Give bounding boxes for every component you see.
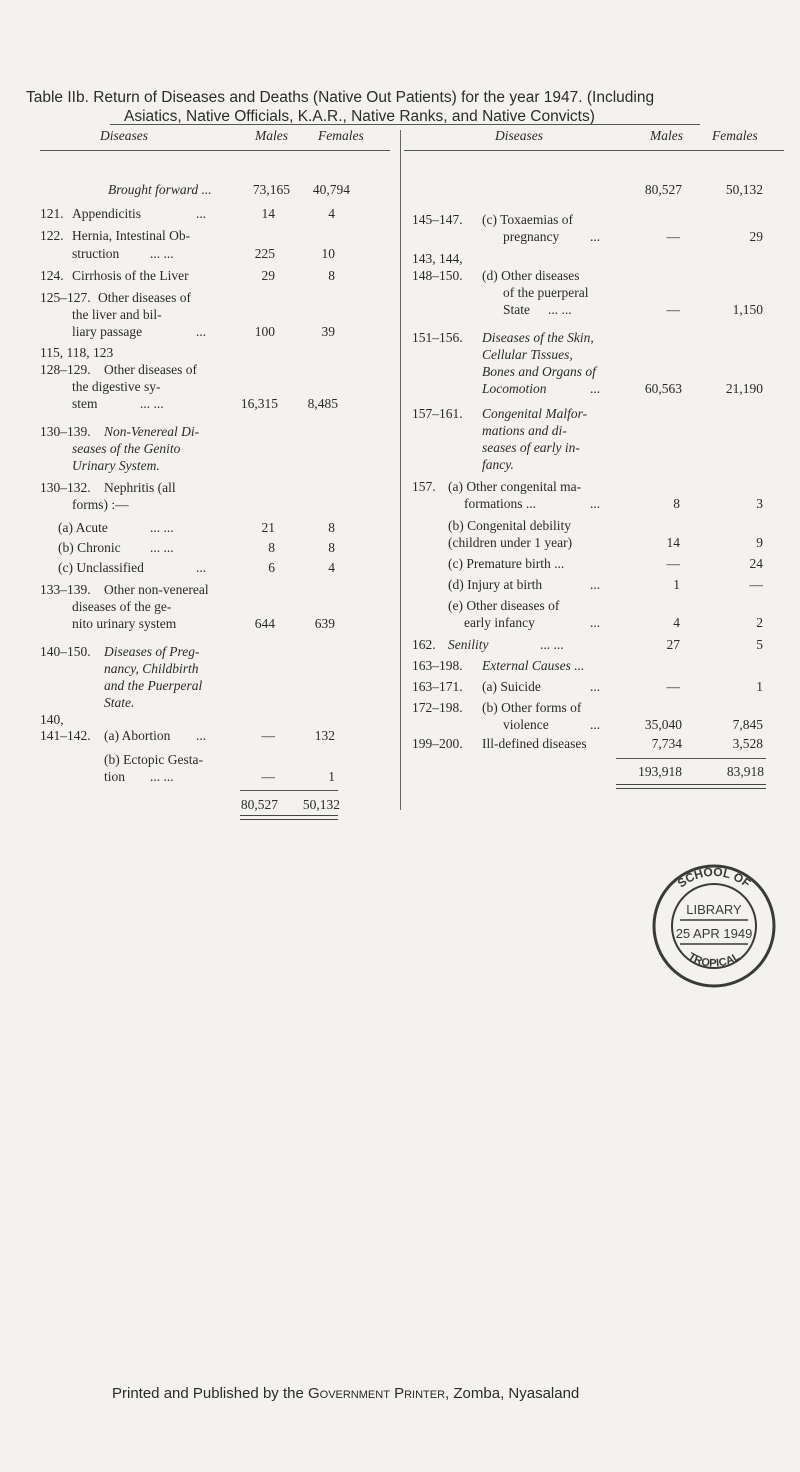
- label-130-l1: Non-Venereal Di-: [104, 424, 200, 439]
- m-172: 35,040: [644, 717, 682, 732]
- label-151-l4: Locomotion: [482, 381, 547, 396]
- library-stamp: [650, 862, 778, 990]
- dots: ... ...: [150, 769, 174, 784]
- label-157-l4: fancy.: [482, 457, 514, 472]
- label-140-l2: nancy, Childbirth: [104, 661, 199, 676]
- f-acute: 8: [328, 520, 335, 535]
- label-140-l3: and the Puerperal: [104, 678, 203, 693]
- brought-forward-label: Brought forward ...: [108, 182, 212, 197]
- footer-printer: Government Printer: [307, 1385, 446, 1402]
- label-157-l3: seases of early in-: [482, 440, 580, 455]
- double-rule-left: [240, 815, 338, 820]
- label-unclassified: (c) Unclassified: [58, 560, 144, 575]
- code-143: 143, 144,: [412, 251, 463, 266]
- code-157a: 157.: [412, 479, 436, 494]
- dots: ... ...: [540, 637, 564, 652]
- label-acute: (a) Acute: [58, 520, 108, 535]
- bf-females: 40,794: [312, 182, 350, 197]
- m-abortion: —: [261, 728, 275, 743]
- total-rule-right: [616, 758, 766, 759]
- dots: ... ...: [150, 246, 174, 261]
- code-163b: 163–171.: [412, 679, 463, 694]
- label-143-l2: of the puerperal: [503, 285, 589, 300]
- dots: ...: [590, 496, 601, 511]
- dots: ...: [590, 577, 601, 592]
- m-133: 644: [254, 616, 275, 631]
- label-157b-l2: (children under 1 year): [448, 535, 573, 550]
- m-151: 60,563: [644, 381, 682, 396]
- code-140-b: 140,: [40, 712, 64, 727]
- label-143-l3: State: [503, 302, 530, 317]
- f-124: 8: [328, 268, 335, 283]
- header-diseases-left: Diseases: [100, 128, 148, 143]
- total-males-left: 80,527: [240, 797, 278, 812]
- f-157b: 9: [756, 535, 763, 550]
- label-128-l2: the digestive sy-: [72, 379, 161, 394]
- f-ectopic: 1: [328, 769, 335, 784]
- label-122-l1: Hernia, Intestinal Ob-: [72, 228, 191, 243]
- m-157a: 8: [673, 496, 680, 511]
- label-157e-l1: (e) Other diseases of: [448, 598, 560, 613]
- m-124: 29: [261, 268, 275, 283]
- m-acute: 21: [261, 520, 275, 535]
- dots: ...: [196, 560, 207, 575]
- header-females-right: Females: [712, 128, 758, 143]
- label-121: Appendicitis: [72, 206, 141, 221]
- label-145-l2: pregnancy: [503, 229, 560, 244]
- m-122: 225: [254, 246, 275, 261]
- label-chronic: (b) Chronic: [58, 540, 121, 555]
- top-rule: [110, 124, 700, 125]
- label-143-l1: (d) Other diseases: [482, 268, 580, 283]
- table-title: [26, 88, 786, 126]
- code-151: 151–156.: [412, 330, 463, 345]
- bf-males-right: 80,527: [644, 182, 682, 197]
- m-157d: 1: [673, 577, 680, 592]
- label-157c: (c) Premature birth ...: [448, 556, 565, 571]
- code-133: 133–139.: [40, 582, 91, 597]
- f-128: 8,485: [307, 396, 338, 411]
- f-121: 4: [328, 206, 335, 221]
- label-151-l3: Bones and Organs of: [482, 364, 596, 379]
- total-males-right: 193,918: [638, 764, 682, 779]
- dots: ...: [196, 728, 207, 743]
- dots: ... ...: [548, 302, 572, 317]
- label-128-l3: stem: [72, 396, 98, 411]
- dots: ...: [590, 381, 601, 396]
- header-rule-right: [404, 150, 784, 151]
- m-143: —: [666, 302, 680, 317]
- bf-males: 73,165: [252, 182, 290, 197]
- f-122: 10: [321, 246, 335, 261]
- label-199: Ill-defined diseases: [482, 736, 587, 751]
- label-ectopic-l1: (b) Ectopic Gesta-: [104, 752, 203, 767]
- f-145: 29: [749, 229, 763, 244]
- label-140-l1: Diseases of Preg-: [104, 644, 200, 659]
- m-suicide: —: [666, 679, 680, 694]
- dots: ...: [196, 324, 207, 339]
- dots: ... ...: [150, 520, 174, 535]
- code-130-132: 130–132.: [40, 480, 91, 495]
- label-162: Senility: [448, 637, 489, 652]
- column-divider: [400, 130, 401, 810]
- label-172-l2: violence: [503, 717, 549, 732]
- f-172: 7,845: [732, 717, 763, 732]
- f-suicide: 1: [756, 679, 763, 694]
- label-128-l1: Other diseases of: [104, 362, 197, 377]
- label-172-l1: (b) Other forms of: [482, 700, 582, 715]
- label-133-l1: Other non-venereal: [104, 582, 209, 597]
- code-128: 128–129.: [40, 362, 91, 377]
- m-157c: —: [666, 556, 680, 571]
- code-130: 130–139.: [40, 424, 91, 439]
- header-rule-left: [40, 150, 390, 151]
- f-157a: 3: [756, 496, 763, 511]
- label-122-l2: struction: [72, 246, 120, 261]
- label-abortion: (a) Abortion: [104, 728, 171, 743]
- label-125-l1: Other diseases of: [98, 290, 191, 305]
- m-157b: 14: [666, 535, 680, 550]
- footer-imprint: [112, 1385, 579, 1402]
- footer-pre: Printed and Published by the: [112, 1385, 308, 1402]
- label-124: Cirrhosis of the Liver: [72, 268, 189, 283]
- label-nephritis-l2: forms) :—: [72, 497, 129, 512]
- code-121: 121.: [40, 206, 64, 221]
- code-115: 115, 118, 123: [40, 345, 114, 360]
- f-133: 639: [314, 616, 335, 631]
- dots: ...: [590, 717, 601, 732]
- code-148: 148–150.: [412, 268, 463, 283]
- code-172: 172–198.: [412, 700, 463, 715]
- total-rule-left: [240, 790, 338, 791]
- header-males-right: Males: [650, 128, 683, 143]
- code-157: 157–161.: [412, 406, 463, 421]
- label-157a-l2: formations ...: [464, 496, 536, 511]
- dots: ... ...: [150, 540, 174, 555]
- label-157-l2: mations and di-: [482, 423, 567, 438]
- dots: ...: [590, 229, 601, 244]
- label-163: External Causes ...: [482, 658, 585, 673]
- m-157e: 4: [673, 615, 680, 630]
- f-199: 3,528: [732, 736, 763, 751]
- f-157d: —: [749, 577, 763, 592]
- label-ectopic-l2: tion: [104, 769, 126, 784]
- label-157d: (d) Injury at birth: [448, 577, 543, 592]
- label-130-l2: seases of the Genito: [72, 441, 181, 456]
- label-140-l4: State.: [104, 695, 135, 710]
- title-line-2: Asiatics, Native Officials, K.A.R., Native Ranks, and Native Convicts): [124, 108, 595, 125]
- label-157-l1: Congenital Malfor-: [482, 406, 588, 421]
- dots: ...: [590, 679, 601, 694]
- label-125-l2: the liver and bil-: [72, 307, 162, 322]
- code-145: 145–147.: [412, 212, 463, 227]
- label-145-l1: (c) Toxaemias of: [482, 212, 574, 227]
- label-157a-l1: (a) Other congenital ma-: [448, 479, 582, 494]
- m-199: 7,734: [651, 736, 682, 751]
- label-suicide: (a) Suicide: [482, 679, 541, 694]
- stamp-bottom-text: TROPICAL: [685, 950, 743, 970]
- code-163: 163–198.: [412, 658, 463, 673]
- m-125: 100: [254, 324, 275, 339]
- f-162: 5: [756, 637, 763, 652]
- m-121: 14: [261, 206, 275, 221]
- dots: ...: [590, 615, 601, 630]
- label-nephritis-l1: Nephritis (all: [104, 480, 176, 495]
- m-unclassified: 6: [268, 560, 275, 575]
- total-females-left: 50,132: [302, 797, 340, 812]
- m-chronic: 8: [268, 540, 275, 555]
- total-females-right: 83,918: [726, 764, 764, 779]
- stamp-library-text: LIBRARY: [686, 902, 742, 917]
- label-157b-l1: (b) Congenital debility: [448, 518, 571, 533]
- double-rule-right: [616, 784, 766, 789]
- f-unclassified: 4: [328, 560, 335, 575]
- title-line-1: Table IIb. Return of Diseases and Deaths (Native Out Patients) for the year 1947. (Including: [26, 89, 655, 106]
- label-125-l3: liary passage: [72, 324, 143, 339]
- label-157e-l2: early infancy: [464, 615, 535, 630]
- f-abortion: 132: [314, 728, 335, 743]
- code-125: 125–127.: [40, 290, 91, 305]
- m-145: —: [666, 229, 680, 244]
- dots: ... ...: [140, 396, 164, 411]
- header-diseases-right: Diseases: [495, 128, 543, 143]
- f-143: 1,150: [732, 302, 763, 317]
- code-140: 140–150.: [40, 644, 91, 659]
- code-199: 199–200.: [412, 736, 463, 751]
- footer-post: , Zomba, Nyasaland: [445, 1385, 580, 1402]
- f-157e: 2: [756, 615, 763, 630]
- label-130-l3: Urinary System.: [72, 458, 160, 473]
- m-ectopic: —: [261, 769, 275, 784]
- bf-females-right: 50,132: [725, 182, 763, 197]
- code-124: 124.: [40, 268, 64, 283]
- f-chronic: 8: [328, 540, 335, 555]
- f-157c: 24: [749, 556, 763, 571]
- code-122: 122.: [40, 228, 64, 243]
- stamp-top-text: SCHOOL OF: [674, 864, 754, 891]
- code-141: 141–142.: [40, 728, 91, 743]
- label-151-l1: Diseases of the Skin,: [482, 330, 594, 345]
- label-151-l2: Cellular Tissues,: [482, 347, 573, 362]
- label-133-l3: nito urinary system: [72, 616, 177, 631]
- m-128: 16,315: [240, 396, 278, 411]
- f-151: 21,190: [725, 381, 763, 396]
- m-162: 27: [666, 637, 680, 652]
- label-133-l2: diseases of the ge-: [72, 599, 172, 614]
- f-125: 39: [321, 324, 335, 339]
- stamp-date-text: 25 APR 1949: [675, 926, 753, 941]
- header-females-left: Females: [318, 128, 364, 143]
- dots: ...: [196, 206, 207, 221]
- header-males-left: Males: [255, 128, 288, 143]
- code-162: 162.: [412, 637, 436, 652]
